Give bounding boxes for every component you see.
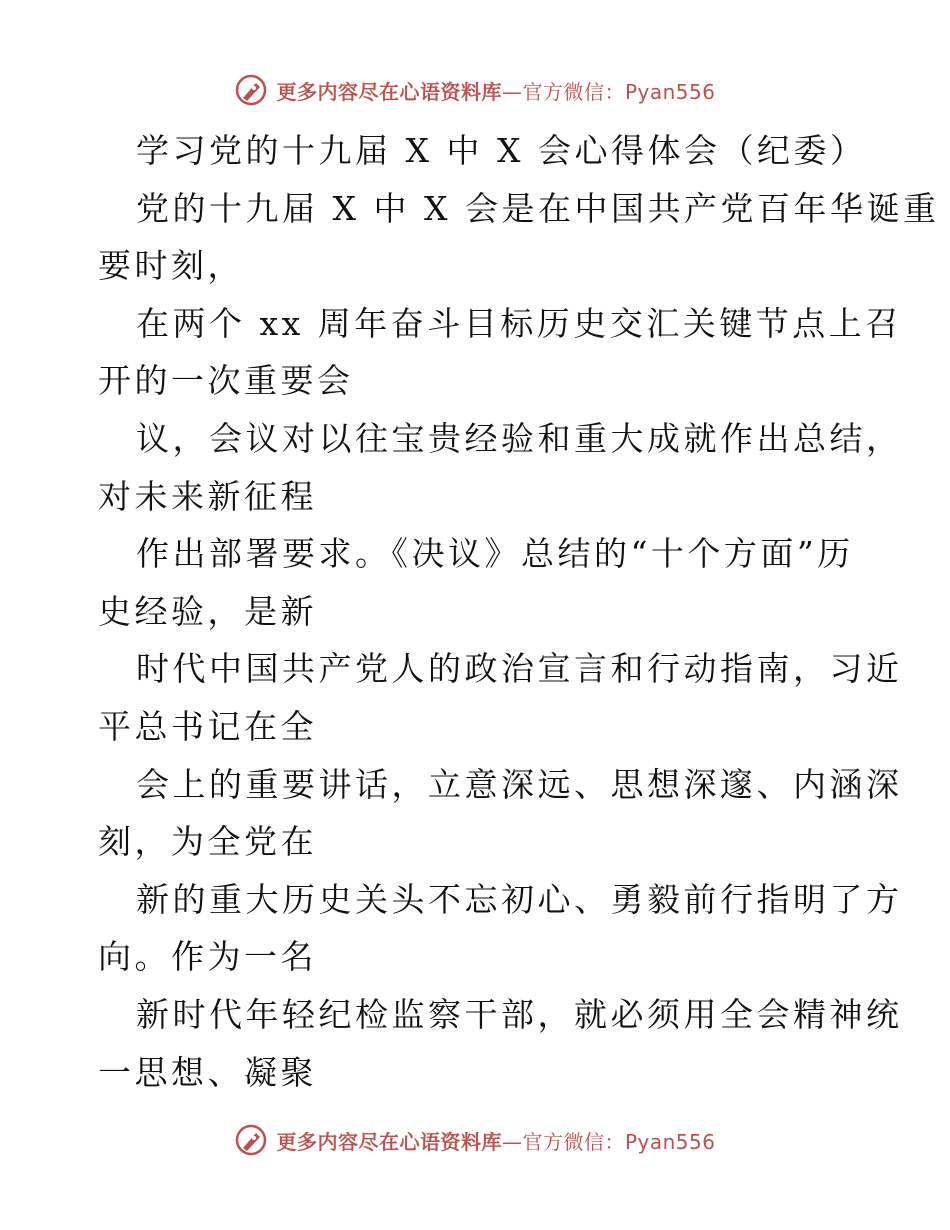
banner-wechat-text: —官方微信：Pyan556 [501,79,716,104]
text-line: 向。作为一名 [98,937,317,977]
pen-nib-logo-icon [234,73,268,107]
text-line: 开的一次重要会 [98,361,354,401]
text-line: 时代中国共产党人的政治宣言和行动指南，习近 [136,649,903,689]
banner-text [276,76,715,105]
text-line: 在两个 xx 周年奋斗目标历史交汇关键节点上召 [136,303,902,343]
text-line: 一思想、凝聚 [98,1052,317,1092]
text-line: 会上的重要讲话，立意深远、思想深邃、内涵深 [136,764,903,804]
text-line: 平总书记在全 [98,706,317,746]
text-line: 要时刻， [98,246,244,286]
banner-strong-text: 更多内容尽在心语资料库 [276,1129,502,1154]
banner-strong-text: 更多内容尽在心语资料库 [276,79,502,104]
text-line: 议，会议对以往宝贵经验和重大成就作出总结， [136,418,903,458]
document-body [98,122,940,1101]
banner-wechat-text: —官方微信：Pyan556 [501,1129,716,1154]
text-line: 刻，为全党在 [98,822,317,862]
text-line: 学习党的十九届 X 中 X 会心得体会（纪委） [136,131,867,170]
text-line: 对未来新征程 [98,476,317,516]
text-line: 新的重大历史关头不忘初心、勇毅前行指明了方 [136,879,903,919]
banner-text [276,1126,715,1155]
header-banner [0,70,950,110]
text-line: 史经验，是新 [98,591,317,631]
text-line: 作出部署要求。《决议》总结的“十个方面”历 [136,534,854,574]
text-line: 党的十九届 X 中 X 会是在中国共产党百年华诞重 [136,188,940,228]
footer-banner [0,1120,950,1160]
pen-nib-logo-icon [234,1123,268,1157]
text-line: 新时代年轻纪检监察干部，就必须用全会精神统 [136,994,903,1034]
